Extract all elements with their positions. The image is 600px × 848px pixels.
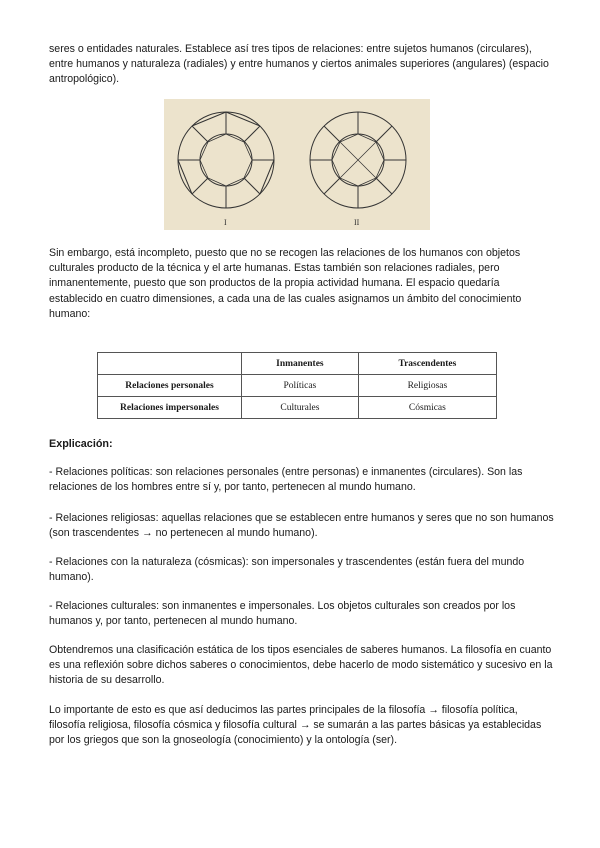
- paragraph-conclusion: Lo importante de esto es que así deducimos las partes principales de la filosofía → filosofía política, filosofía religiosa, filosofía cósmica y filosofía cultural → se sumarán a las partes básicas ya establecidas por los griegos que son la gnoseología (conocimiento) y la ontología (ser).: [49, 704, 542, 747]
- table-row: [98, 375, 497, 397]
- paragraph-cosmicas: - Relaciones con la naturaleza (cósmicas): son impersonales y trascendentes (están fuera del mundo humano).: [49, 556, 525, 584]
- diagram-ii-label: II: [354, 218, 360, 227]
- relations-diagram-figure: [164, 99, 430, 230]
- table-col-header: Inmanentes: [242, 353, 359, 375]
- paragraph-politicas: - Relaciones políticas: son relaciones personales (entre personas) e inmanentes (circulares). Son las relaciones de los hombres entre sí y, por tanto, pertenecen al mundo humano.: [49, 466, 523, 494]
- diagram-ii: [310, 112, 406, 208]
- section-heading: Explicación:: [49, 438, 113, 450]
- paragraph-intro: seres o entidades naturales. Establece así tres tipos de relaciones: entre sujetos humanos (circulares), entre humanos y naturaleza (radiales) y entre humanos y ciertos animales superiores (angulares) (espacio antropológico).: [49, 43, 549, 86]
- table-row: [98, 397, 497, 419]
- paragraph-clasificacion: Obtendremos una clasificación estática de los tipos esenciales de saberes humanos. La filosofía en cuanto es una reflexión sobre dichos saberes o conocimientos, debe hacerlo de modo sistemático y sucesivo en la historia de su desarrollo.: [49, 644, 553, 687]
- relations-diagram: [164, 99, 430, 230]
- diagram-i: [178, 112, 274, 208]
- table-col-header: Trascendentes: [358, 353, 496, 375]
- table-row-header: Relaciones impersonales: [98, 397, 242, 419]
- table-cell: Culturales: [242, 397, 359, 419]
- table-header-row: [98, 353, 497, 375]
- table-cell: Cósmicas: [358, 397, 496, 419]
- diagram-i-label: I: [224, 218, 227, 227]
- table-corner-cell: [98, 353, 242, 375]
- table-row-header: Relaciones personales: [98, 375, 242, 397]
- table-cell: Religiosas: [358, 375, 496, 397]
- paragraph-religiosas: - Relaciones religiosas: aquellas relaciones que se establecen entre humanos y seres que no son humanos (son trascendentes → no pertenecen al mundo humano).: [49, 512, 554, 540]
- paragraph-incomplete: Sin embargo, está incompleto, puesto que no se recogen las relaciones de los humanos con objetos culturales producto de la técnica y el arte humanas. Estas también son relaciones radiales, pero inmanentemente, puesto que son productos de la propia actividad humana. El espacio quedaría establecido en cuatro dimensiones, a cada una de las cuales asignamos un ámbito del conocimiento humano:: [49, 247, 522, 320]
- table-cell: Políticas: [242, 375, 359, 397]
- relations-table: [97, 352, 497, 419]
- paragraph-culturales: - Relaciones culturales: son inmanentes e impersonales. Los objetos culturales son creados por los humanos y, por tanto, pertenecen al mundo humano.: [49, 600, 516, 628]
